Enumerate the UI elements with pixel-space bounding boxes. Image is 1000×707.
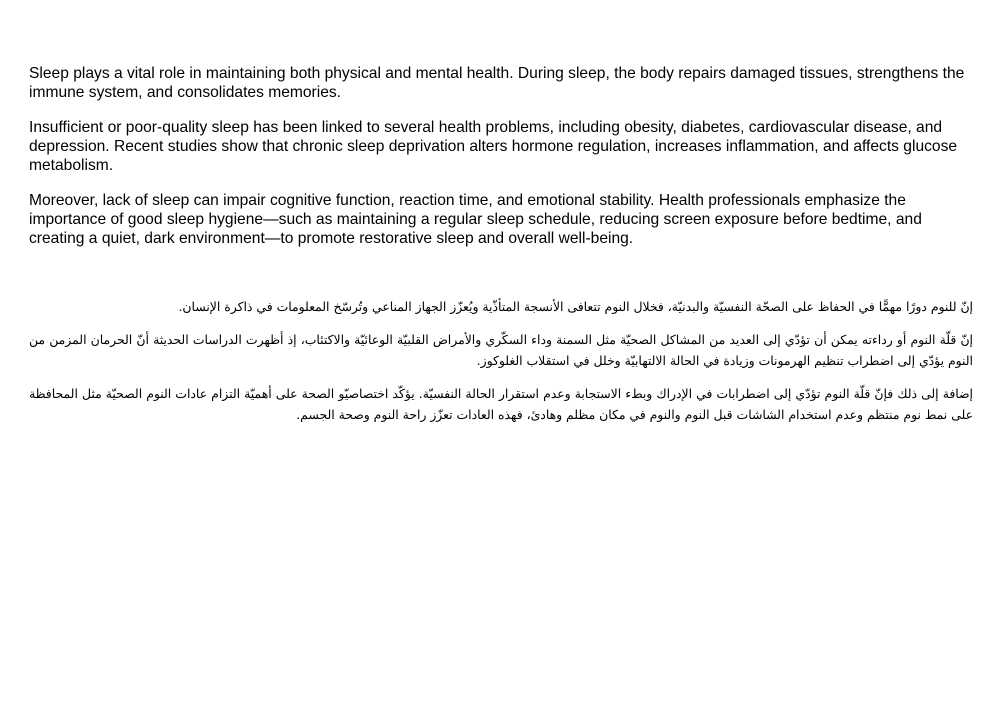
arabic-paragraph-2: إنّ قلّة النوم أو رداءته يمكن أن تؤدّي إلى العديد من المشاكل الصحيّة مثل السمنة وداء السكّري والأمراض القلبيّة الوعائيّة والاكتئاب، إذ أظهرت الدراسات الحديثة أنّ الحرمان المزمن من النوم يؤدّي إلى اضطراب تنظيم الهرمونات وزيادة في الحالة الالتهابيّة وخلل في استقلاب الغلوكوز. (29, 332, 973, 368)
arabic-paragraph-1: إنّ للنوم دورًا مهمًّا في الحفاظ على الصحّة النفسيّة والبدنيّة، فخلال النوم تتعافى الأنسجة المتأذّية ويُعزّز الجهاز المناعي وتُرسّخ المعلومات في ذاكرة الإنسان. (178, 299, 973, 314)
english-paragraph-2: Insufficient or poor-quality sleep has been linked to several health problems, including obesity, diabetes, cardiovascular disease, and depression. Recent studies show that chronic sleep deprivation alters hormone regulation, increases inflammation, and affects glucose metabolism. (29, 119, 958, 174)
english-text-section (29, 64, 973, 264)
arabic-paragraph-3: إضافة إلى ذلك فإنّ قلّة النوم تؤدّي إلى اضطرابات في الإدراك وبطء الاستجابة وعدم استقرار الحالة النفسيّة. يؤكّد اختصاصيّو الصحة على أهميّة التزام عادات النوم الصحيّة مثل المحافظة على نمط نوم منتظم وعدم استخدام الشاشات قبل النوم والنوم في مكان مظلم وهادئ، فهذه العادات تعزّز راحة النوم وصحة الجسم. (29, 386, 973, 422)
arabic-text-section (29, 296, 973, 437)
english-paragraph-1: Sleep plays a vital role in maintaining both physical and mental health. During sleep, the body repairs damaged tissues, strengthens the immune system, and consolidates memories. (29, 65, 965, 101)
english-paragraph-3: Moreover, lack of sleep can impair cognitive function, reaction time, and emotional stability. Health professionals emphasize the importance of good sleep hygiene—such as maintaining a regular sleep schedule, reducing screen exposure before bedtime, and creating a quiet, dark environment—to promote restorative sleep and overall well-being. (29, 192, 922, 247)
